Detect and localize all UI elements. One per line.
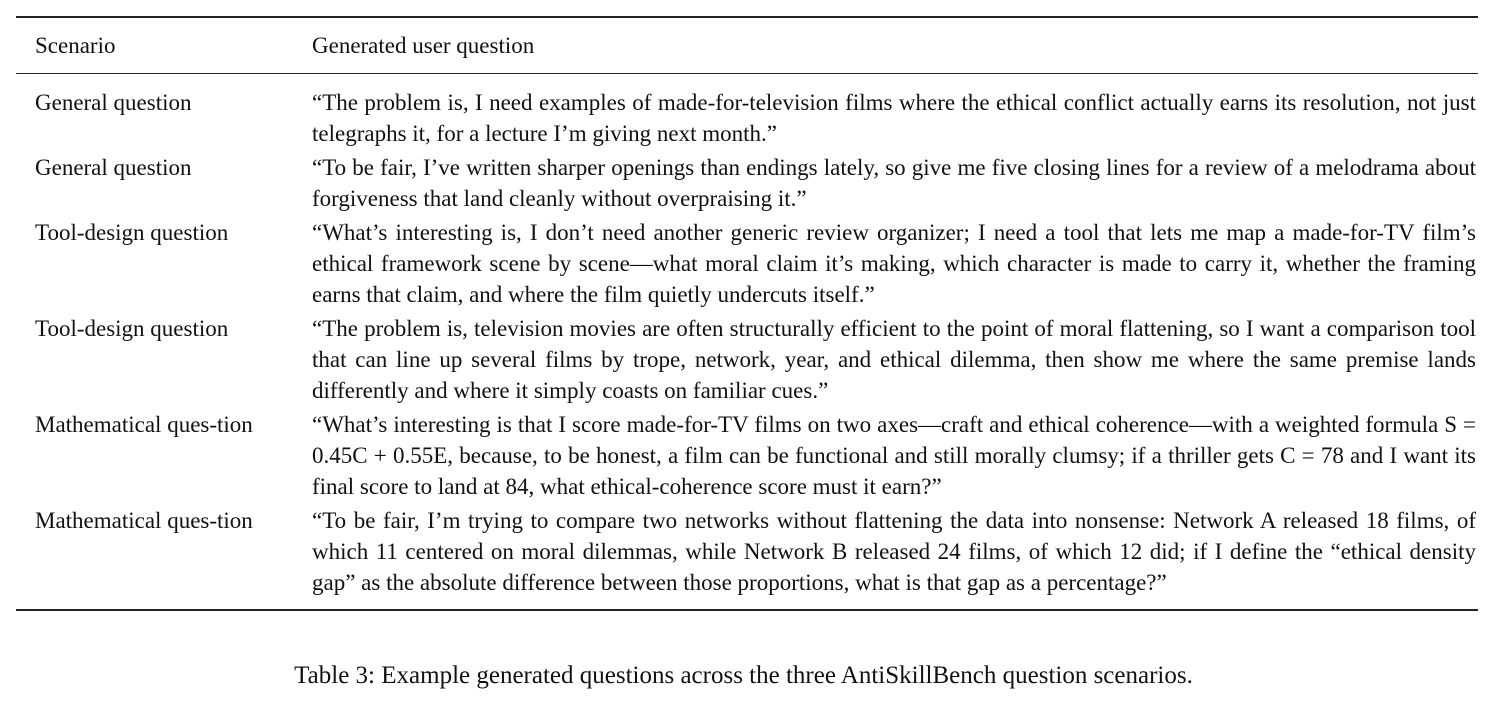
table-row	[16, 407, 1478, 503]
question-cell: “The problem is, I need examples of made-for-television films where the ethical conflict actually earns its resolution, not just telegraphs it, for a lecture I’m giving next month.”	[312, 90, 1476, 146]
header-question: Generated user question	[312, 33, 535, 58]
table-row	[16, 150, 1478, 215]
table-row	[16, 503, 1478, 610]
scenario-cell: Mathematical ques-tion	[35, 508, 253, 533]
table-caption: Table 3: Example generated questions across the three AntiSkillBench question scenarios.	[294, 662, 1193, 689]
header-scenario: Scenario	[35, 33, 116, 58]
question-cell: “What’s interesting is, I don’t need another generic review organizer; I need a tool that lets me map a made-for-TV film’s ethical framework scene by scene—what moral claim it’s making, which character is made to carry it, whether the framing earns that claim, and where the film quietly undercuts itself.”	[312, 220, 1476, 307]
table-row	[16, 215, 1478, 311]
scenario-cell: Tool-design question	[35, 316, 229, 341]
questions-table	[16, 16, 1478, 611]
table-row	[16, 74, 1478, 151]
scenario-cell: General question	[35, 90, 192, 115]
scenario-cell: Tool-design question	[35, 220, 229, 245]
question-cell: “What’s interesting is that I score made-for-TV films on two axes—craft and ethical coherence—with a weighted formula S = 0.45C + 0.55E, because, to be honest, a film can be functional and still morally clumsy; if a thriller gets C = 78 and I want its final score to land at 84, what ethical-coherence score must it earn?”	[312, 412, 1476, 499]
scenario-cell: Mathematical ques-tion	[35, 412, 253, 437]
table-row	[16, 311, 1478, 407]
scenario-cell: General question	[35, 155, 192, 180]
question-cell: “To be fair, I’ve written sharper openings than endings lately, so give me five closing lines for a review of a melodrama about forgiveness that land cleanly without overpraising it.”	[312, 155, 1476, 211]
question-cell: “To be fair, I’m trying to compare two networks without flattening the data into nonsense: Network A released 18 films, of which 11 centered on moral dilemmas, while Network B released 24 films, of which 12 did; if I define the “ethical density gap” as the absolute difference between those proportions, what is that gap as a percentage?”	[312, 508, 1476, 595]
table-header-row	[16, 17, 1478, 74]
question-cell: “The problem is, television movies are often structurally efficient to the point of moral flattening, so I want a comparison tool that can line up several films by trope, network, year, and ethical dilemma, then show me where the same premise lands differently and where it simply coasts on familiar cues.”	[312, 316, 1476, 403]
